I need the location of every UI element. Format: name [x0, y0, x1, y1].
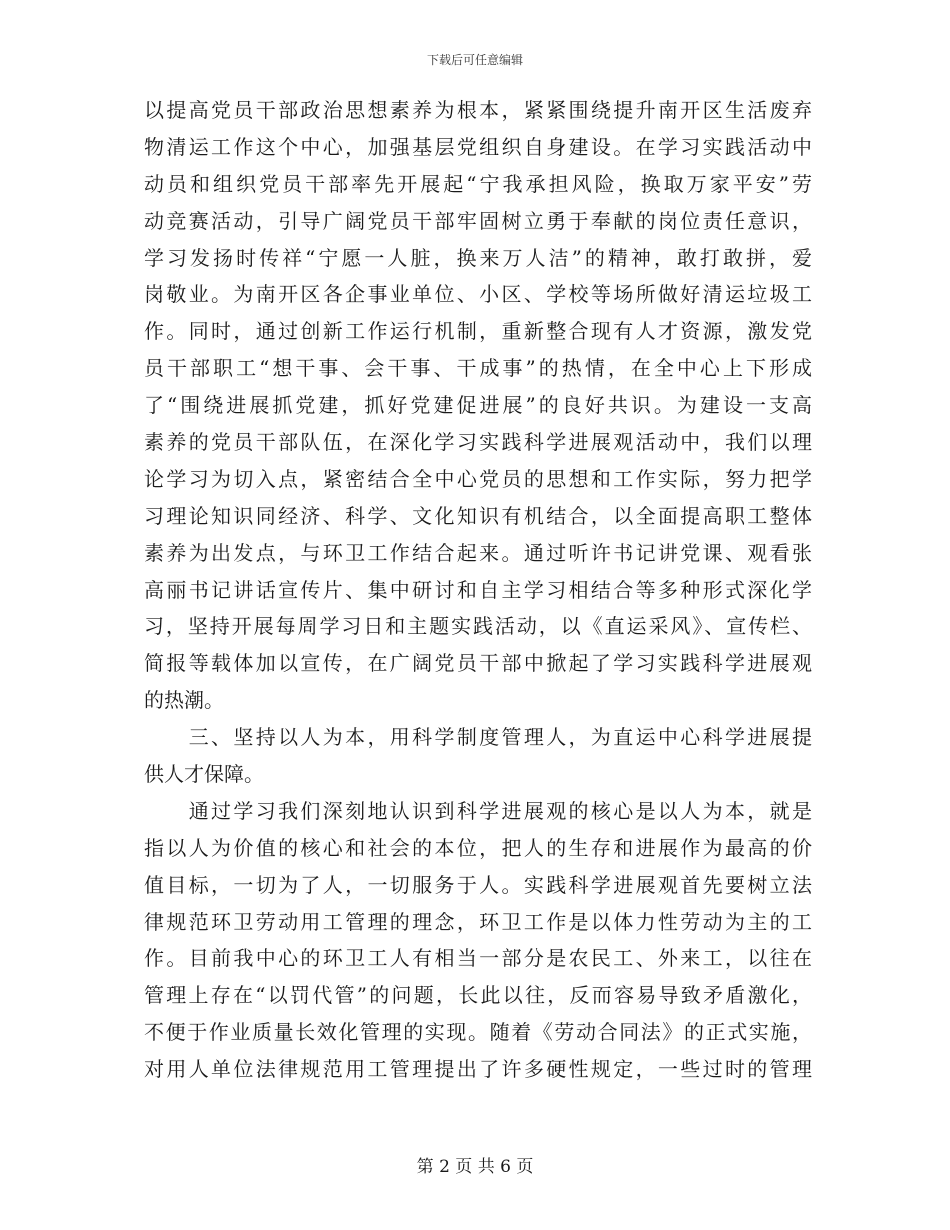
section-heading-line: 三、坚持以人为本，用科学制度管理人，为直运中心科学进展提 [144, 725, 812, 750]
text-line: 的热潮。 [144, 688, 224, 713]
text-line: 论学习为切入点，紧密结合全中心党员的思想和工作实际，努力把学 [144, 466, 812, 491]
text-line: 指以人为价值的核心和社会的本位，把人的生存和进展作为最高的价 [144, 835, 812, 860]
text-line: 动竞赛活动，引导广阔党员干部牢固树立勇于奉献的岗位责任意识， [144, 208, 812, 233]
text-line: 值目标，一切为了人，一切服务于人。实践科学进展观首先要树立法 [144, 872, 812, 897]
page-footer: 第 2 页 共 6 页 [416, 1157, 534, 1177]
text-line: 通过学习我们深刻地认识到科学进展观的核心是以人为本，就是 [144, 798, 812, 823]
document-body [144, 92, 812, 1088]
text-line: 以提高党员干部政治思想素养为根本，紧紧围绕提升南开区生活废弃 [144, 98, 812, 122]
text-line: 作。目前我中心的环卫工人有相当一部分是农民工、外来工，以往在 [144, 946, 812, 971]
text-line: 员干部职工“想干事、会干事、干成事”的热情，在全中心上下形成 [144, 356, 812, 381]
section-heading-line: 供人才保障。 [144, 762, 264, 787]
text-line: 岗敬业。为南开区各企事业单位、小区、学校等场所做好清运垃圾工 [144, 282, 812, 307]
text-line: 简报等载体加以宣传，在广阔党员干部中掀起了学习实践科学进展观 [144, 651, 812, 676]
text-line: 习理论知识同经济、科学、文化知识有机结合，以全面提高职工整体 [144, 503, 812, 528]
text-line: 素养为出发点，与环卫工作结合起来。通过听许书记讲党课、观看张 [144, 540, 812, 565]
text-line: 管理上存在“以罚代管”的问题，长此以往，反而容易导致矛盾激化， [144, 983, 812, 1008]
text-line: 高丽书记讲话宣传片、集中研讨和自主学习相结合等多种形式深化学 [144, 577, 812, 602]
text-line: 作。同时，通过创新工作运行机制，重新整合现有人才资源，激发党 [144, 319, 812, 344]
text-line: 了“围绕进展抓党建，抓好党建促进展”的良好共识。为建设一支高 [144, 393, 812, 418]
text-line: 素养的党员干部队伍，在深化学习实践科学进展观活动中，我们以理 [144, 430, 812, 455]
text-line: 律规范环卫劳动用工管理的理念，环卫工作是以体力性劳动为主的工 [144, 909, 812, 934]
text-line: 习，坚持开展每周学习日和主题实践活动，以《直运采风》、宣传栏、 [144, 614, 812, 639]
text-line: 不便于作业质量长效化管理的实现。随着《劳动合同法》的正式实施， [144, 1020, 812, 1045]
text-line: 动员和组织党员干部率先开展起“宁我承担风险，换取万家平安”劳 [144, 171, 812, 196]
text-line: 学习发扬时传祥“宁愿一人脏，换来万人洁”的精神，敢打敢拼，爱 [144, 245, 812, 270]
text-line: 物清运工作这个中心，加强基层党组织自身建设。在学习实践活动中 [144, 134, 812, 159]
page-header: 下载后可任意编辑 [426, 53, 523, 67]
text-line: 对用人单位法律规范用工管理提出了许多硬性规定，一些过时的管理 [144, 1057, 812, 1082]
